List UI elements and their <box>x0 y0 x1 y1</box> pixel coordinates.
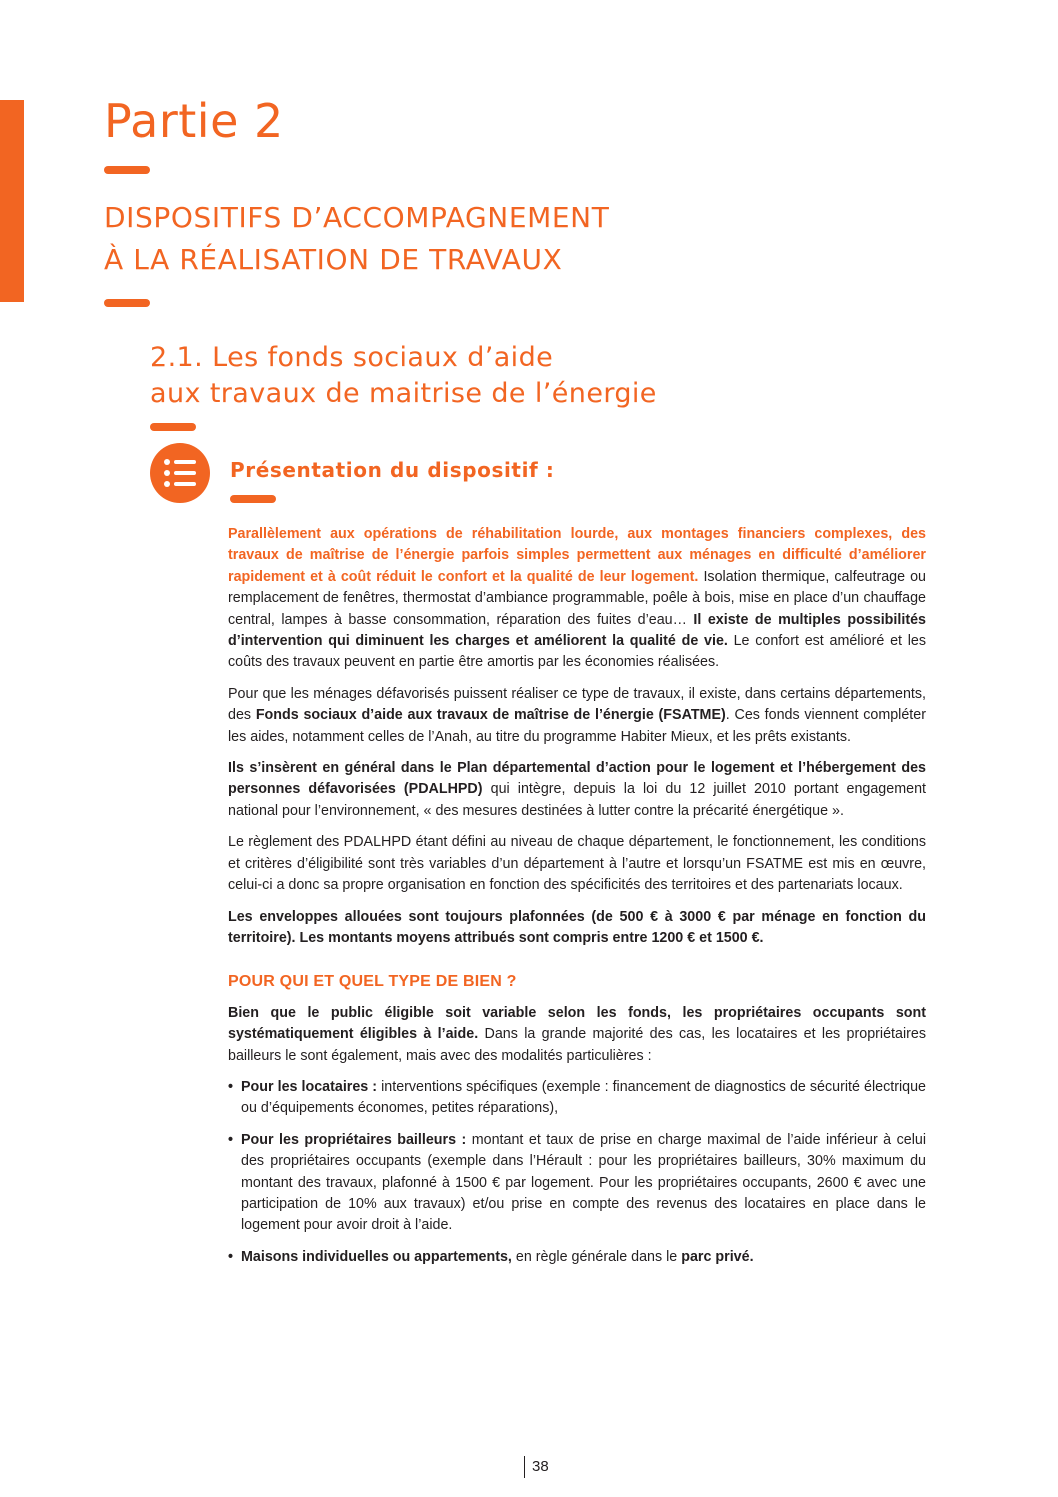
list-item <box>228 1077 926 1120</box>
paragraph-3-bold: Ils s’insèrent en général dans le Plan départemental d’action pour le logement et l’hébergement des personnes défavorisées (PDALHPD) <box>228 760 926 798</box>
paragraph-1 <box>228 524 926 674</box>
paragraph-1-end: Le confort est amélioré et les coûts des travaux peuvent en partie être amortis par les économies réalisées. <box>228 633 926 671</box>
paragraph-4-text: Le règlement des PDALHPD étant défini au niveau de chaque département, le fonctionnement, les conditions et critères d’éligibilité sont très variables d’un département à l’autre et lorsqu’un FSATME est mis en œuvre, celui-ci a donc sa propre organisation en fonction des spécificités des territoires et des partenariats locaux. <box>228 834 926 894</box>
section-title-line2: aux travaux de maitrise de l’énergie <box>150 378 657 409</box>
section-title <box>150 340 657 412</box>
section-title-line1: 2.1. Les fonds sociaux d’aide <box>150 342 554 373</box>
part-title: Partie 2 <box>104 94 284 148</box>
who-intro-bold: Bien que le public éligible soit variable selon les fonds, les propriétaires occupants sont systématiquement éligibles à l’aide. <box>228 1004 926 1043</box>
bullet-icon: • <box>228 1078 234 1095</box>
side-accent-bar <box>0 100 24 302</box>
chapter-title <box>104 197 609 281</box>
who-intro-text: Dans la grande majorité des cas, les locataires et les propriétaires bailleurs le sont également, mais avec des modalités particulières : <box>228 1026 926 1064</box>
list-item <box>228 1247 926 1268</box>
bullet-bold: Pour les locataires : <box>241 1078 378 1095</box>
who-heading: POUR QUI ET QUEL TYPE DE BIEN ? <box>228 973 517 991</box>
bullet-text: interventions spécifiques (exemple : financement de diagnostics de sécurité électrique ou d’équipements économes, petites réparations), <box>241 1078 926 1117</box>
paragraph-5 <box>228 907 926 950</box>
bullet-text: en règle générale dans le <box>511 1248 682 1265</box>
paragraph-1-highlight: Parallèlement aux opérations de réhabilitation lourde, aux montages financiers complexes, des travaux de maîtrise de l’énergie parfois simples permettent aux ménages en difficulté d’améliorer rapidement et à coût réduit le confort et la qualité de leur logement. <box>228 526 926 585</box>
presentation-title: Présentation du dispositif : <box>230 458 555 482</box>
page-number: 38 <box>524 1456 549 1478</box>
list-item <box>228 1130 926 1237</box>
chapter-underline-dash <box>104 299 150 307</box>
bullet-bold: Pour les propriétaires bailleurs : <box>241 1131 467 1148</box>
paragraph-2-text: Pour que les ménages défavorisés puissent réaliser ce type de travaux, il existe, dans certains départements, des <box>228 685 926 724</box>
paragraph-1-bold: Il existe de multiples possibilités d’intervention qui diminuent les charges et améliorent la qualité de vie. <box>228 611 926 650</box>
bullet-text: montant et taux de prise en charge maximal de l’aide inférieur à celui des propriétaires occupants (exemple dans l’Hérault : pour les propriétaires bailleurs, 30% maximum du montant des travaux, plafonné à 1500 € par logement. Pour les propriétaires occupants, 2600 € avec une participation de 10% aux travaux) et/ou prise en compte des revenus des locataires en place dans le logement pour avoir droit à l’aide. <box>241 1131 926 1234</box>
paragraph-3-end: qui intègre, depuis la loi du 12 juillet 2010 portant engagement national pour l’environnement, « des mesures destinées à lutter contre la précarité énergétique ». <box>228 781 926 819</box>
paragraph-3 <box>228 758 926 822</box>
title-underline-dash <box>104 166 150 174</box>
bullet-end-bold: parc privé. <box>681 1248 754 1265</box>
paragraph-4 <box>228 832 926 896</box>
chapter-title-line2: À LA RÉALISATION DE TRAVAUX <box>104 243 563 276</box>
presentation-underline-dash <box>230 495 276 503</box>
section-underline-dash <box>150 423 196 431</box>
paragraph-1-text: Isolation thermique, calfeutrage ou remplacement de fenêtres, thermostat d’ambiance programmable, poêle à bois, mise en place d’un chauffage central, lampes à basse consommation, réparation des fuites d’eau… <box>228 568 927 628</box>
who-intro <box>228 1003 926 1067</box>
paragraph-2 <box>228 684 926 748</box>
who-bullet-list <box>228 1077 926 1268</box>
list-icon <box>150 443 210 503</box>
bullet-icon: • <box>228 1131 234 1148</box>
bullet-bold: Maisons individuelles ou appartements, <box>241 1248 512 1265</box>
paragraph-5-bold: Les enveloppes allouées sont toujours plafonnées (de 500 € à 3000 € par ménage en fonction du territoire). Les montants moyens attribués sont compris entre 1200 € et 1500 €. <box>228 908 926 946</box>
paragraph-2-end: . Ces fonds viennent compléter les aides, notamment celles de l’Anah, au titre du programme Habiter Mieux, et les prêts existants. <box>228 707 926 745</box>
body-text <box>228 524 926 1278</box>
chapter-title-line1: DISPOSITIFS D’ACCOMPAGNEMENT <box>104 201 610 234</box>
bullet-icon: • <box>228 1248 234 1265</box>
paragraph-2-bold: Fonds sociaux d’aide aux travaux de maîtrise de l’énergie (FSATME) <box>255 707 726 724</box>
